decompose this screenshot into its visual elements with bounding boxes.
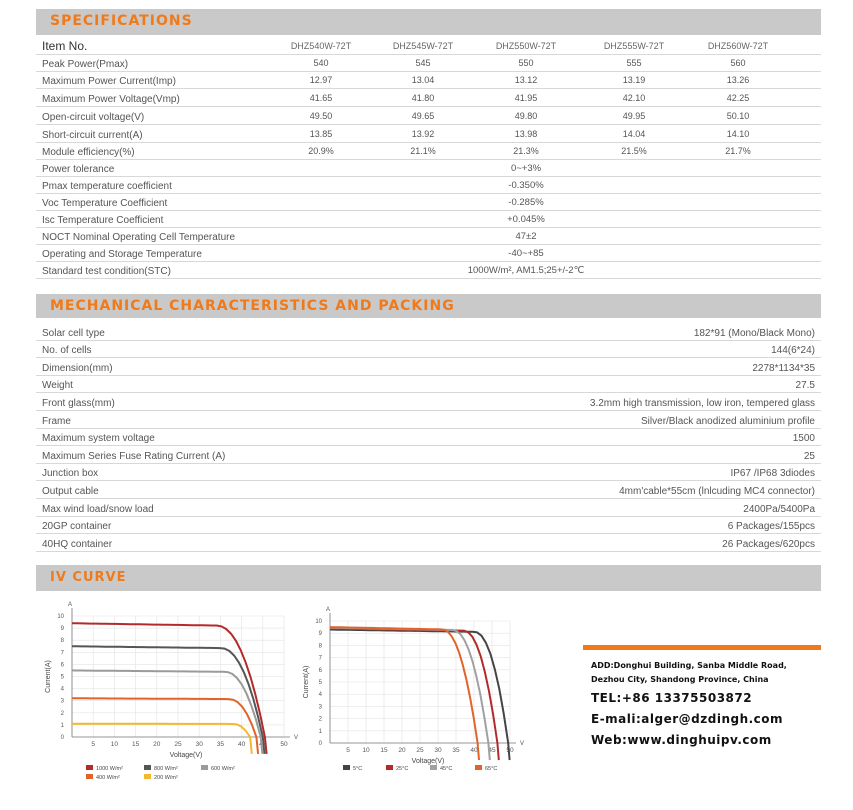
spec-row-label: Module efficiency(%) [42,147,135,158]
mechanical-row-label: No. of cells [42,345,92,357]
x-tick-label: 5 [91,741,96,748]
spec-row [36,54,821,72]
spec-row-label: Open-circuit voltage(V) [42,112,145,123]
mechanical-row [36,375,821,394]
x-tick-label: 10 [362,747,370,754]
x-tick-label: 50 [506,747,514,754]
model-header: DHZ555W-72T [603,41,665,51]
mechanical-row [36,322,821,341]
y-tick-label: 10 [57,614,64,620]
iv-curve-title: IV CURVE [50,570,127,585]
y-tick-label: 7 [318,655,322,662]
x-tick-label: 45 [488,747,496,754]
legend-swatch [430,765,437,770]
y-axis-label: Current(A) [45,660,52,693]
x-axis-label: Voltage(V) [169,752,203,759]
x-tick-label: 25 [416,747,424,754]
x-axis-label: Voltage(V) [411,758,445,765]
x-tick-label: 15 [131,741,140,748]
spec-row [36,193,821,211]
spec-row [36,124,821,143]
iv-curve-header-band [36,565,821,591]
model-header: DHZ550W-72T [495,41,557,51]
spec-value: 49.50 [309,111,333,121]
spec-value: 13.19 [622,75,646,85]
mechanical-row-value: 4mm'cable*55cm (lnlcuding MC4 connector) [619,485,815,497]
mechanical-row-value: IP67 /IP68 3diodes [730,468,815,480]
contact-accent-bar [583,645,821,650]
spec-value: 545 [415,58,431,68]
spec-value: 12.97 [309,75,333,85]
spec-value: 42.25 [726,93,750,103]
spec-row-label: Peak Power(Pmax) [42,59,129,70]
contact-email: E-mali:alger@dzdingh.com [591,712,784,726]
x-tick-label: 50 [280,741,288,748]
y-axis-symbol: A [325,607,331,613]
mechanical-row-value: 6 Packages/155pcs [727,521,815,533]
series-line [72,724,252,754]
mechanical-row-value: 2278*1134*35 [752,362,815,374]
spec-value: 550 [518,58,534,68]
x-tick-label: 40 [237,741,246,748]
y-tick-label: 8 [318,643,322,650]
model-header: DHZ545W-72T [392,41,454,51]
y-tick-label: 1 [318,728,322,735]
legend-label: 1000 W/m² [96,766,123,772]
spec-row [36,261,821,279]
x-tick-label: 10 [110,741,119,748]
y-tick-label: 5 [60,674,64,681]
x-tick-label: 35 [452,747,460,754]
mechanical-row-value: 182*91 (Mono/Black Mono) [693,327,815,339]
spec-row-label: Standard test condition(STC) [42,266,171,277]
contact-tel: TEL:+86 13375503872 [591,691,753,705]
spec-value: 13.98 [514,129,538,139]
item-no-header: Item No. [42,39,88,53]
y-tick-label: 4 [318,692,322,699]
spec-row [36,106,821,125]
series-line [72,670,262,754]
x-tick-label: 30 [434,747,442,754]
spec-common-value: -0.285% [508,197,544,208]
mechanical-row-label: 20GP container [42,521,112,533]
spec-row [36,176,821,194]
spec-value: 49.65 [411,111,435,121]
y-tick-label: 6 [60,662,64,669]
legend-label: 400 W/m² [96,775,120,781]
mechanical-row-label: Output cable [42,485,99,497]
spec-value: 560 [730,58,746,68]
y-tick-label: 3 [60,698,64,705]
y-tick-label: 1 [60,722,64,729]
spec-row [36,142,821,160]
y-tick-label: 7 [60,650,64,657]
spec-common-value: -40~+85 [508,248,544,259]
legend-swatch [475,765,482,770]
y-tick-label: 9 [60,626,64,633]
mechanical-row-value: 26 Packages/620pcs [722,538,815,550]
y-tick-label: 9 [318,631,322,638]
legend-label: 45°C [440,766,453,772]
x-tick-label: 5 [346,747,350,754]
mechanical-header-band [36,294,821,318]
mechanical-row-label: Dimension(mm) [42,362,113,374]
x-tick-label: 20 [398,747,406,754]
mechanical-row-value: 2400Pa/5400Pa [743,503,815,515]
mechanical-row-label: Junction box [42,468,99,480]
mechanical-row-label: Front glass(mm) [42,397,115,409]
spec-value: 13.12 [514,75,538,85]
spec-value: 14.04 [622,129,646,139]
spec-value: 41.95 [514,93,538,103]
legend-label: 65°C [485,766,498,772]
contact-web: Web:www.dinghuipv.com [591,733,772,747]
mechanical-row [36,498,821,517]
spec-value: 14.10 [726,129,750,139]
spec-value: 49.95 [622,111,646,121]
y-tick-label: 4 [60,686,64,693]
mechanical-row-label: Maximum system voltage [42,433,155,445]
mechanical-row [36,445,821,464]
spec-value: 13.85 [309,129,333,139]
spec-row [36,71,821,89]
legend-label: 600 W/m² [211,766,235,772]
spec-row-label: Maximum Power Current(Imp) [42,76,176,87]
mechanical-row-label: Frame [42,415,71,427]
y-tick-label: 0 [318,741,322,747]
mechanical-row [36,463,821,482]
mechanical-row-label: Max wind load/snow load [42,503,154,515]
spec-row-label: Short-circuit current(A) [42,130,143,141]
y-tick-label: 5 [318,680,322,686]
mechanical-row [36,533,821,552]
contact-address: ADD:Donghui Building, Sanba Middle Road, Dezhou City, Shandong Province, China [591,661,787,684]
spec-value: 50.10 [726,111,750,121]
spec-value: 13.92 [411,129,435,139]
spec-value: 42.10 [622,93,646,103]
spec-row [36,244,821,262]
y-tick-label: 8 [60,638,64,645]
y-tick-label: 6 [318,667,322,674]
spec-row-label: Pmax temperature coefficient [42,181,172,192]
model-header: DHZ540W-72T [290,41,352,51]
y-tick-label: 10 [315,619,322,625]
y-tick-label: 2 [60,710,64,717]
mechanical-row [36,428,821,447]
mechanical-row-label: Weight [42,380,73,392]
spec-row [36,210,821,228]
mechanical-row-value: 27.5 [795,380,815,392]
mechanical-row-value: Silver/Black anodized aluminium profile [641,415,815,427]
legend-swatch [144,765,151,770]
spec-common-value: -0.350% [508,180,544,191]
spec-row-label: Maximum Power Voltage(Vmp) [42,94,180,105]
spec-value: 41.65 [309,93,333,103]
mechanical-row [36,357,821,376]
legend-swatch [343,765,350,770]
y-tick-label: 2 [318,716,322,723]
spec-value: 555 [626,58,642,68]
x-tick-label: 25 [174,741,182,748]
mechanical-row-label: Solar cell type [42,327,105,339]
x-tick-label: 30 [195,741,203,748]
spec-row-label: NOCT Nominal Operating Cell Temperature [42,232,236,243]
spec-value: 20.9% [308,146,334,156]
x-tick-label: 45 [259,741,267,748]
x-axis-symbol: V [520,741,525,747]
irradiance-iv-chart [36,600,299,790]
legend-label: 800 W/m² [154,766,178,772]
spec-row-label: Isc Temperature Coefficient [42,215,164,226]
spec-row [36,227,821,245]
spec-row-label: Voc Temperature Coefficient [42,198,168,209]
mechanical-row [36,410,821,429]
model-header: DHZ560W-72T [707,41,769,51]
spec-value: 21.1% [410,146,436,156]
mechanical-row-value: 25 [803,450,815,462]
x-axis-symbol: V [294,735,299,741]
x-tick-label: 15 [380,747,388,754]
legend-swatch [201,765,208,770]
spec-row-label: Operating and Storage Temperature [42,249,202,260]
y-axis-symbol: A [67,602,73,608]
x-tick-label: 20 [153,741,161,748]
spec-row [36,88,821,107]
mechanical-row [36,516,821,535]
x-tick-label: 35 [216,741,225,748]
y-tick-label: 3 [318,704,322,711]
spec-value: 49.80 [514,111,538,121]
mechanical-row [36,340,821,359]
spec-common-value: 0~+3% [510,163,542,174]
spec-value: 41.80 [411,93,435,103]
legend-label: 200 W/m² [154,775,178,781]
spec-row-label: Power tolerance [42,164,115,175]
legend-swatch [86,765,93,770]
legend-swatch [86,774,93,779]
series-line [72,698,258,754]
mechanical-row-value: 144(6*24) [771,345,815,357]
spec-common-value: 1000W/m², AM1.5;25+/-2℃ [467,265,585,276]
spec-value: 540 [313,58,329,68]
spec-value: 21.7% [725,146,751,156]
y-tick-label: 0 [60,735,64,741]
mechanical-row-label: 40HQ container [42,538,113,550]
specifications-header-band [36,9,821,35]
mechanical-title: MECHANICAL CHARACTERISTICS AND PACKING [50,298,455,314]
y-axis-label: Current(A) [303,665,310,699]
mechanical-row-value: 3.2mm high transmission, low iron, tempered glass [589,397,815,409]
specifications-title: SPECIFICATIONS [50,13,193,29]
spec-row [36,159,821,177]
x-tick-label: 40 [470,747,478,754]
legend-swatch [144,774,151,779]
temperature-iv-chart [298,603,538,783]
spec-common-value: +0.045% [507,214,545,225]
legend-label: 25°C [396,766,409,772]
spec-value: 13.26 [726,75,750,85]
spec-value: 13.04 [411,75,435,85]
mechanical-row-value: 1500 [792,433,815,445]
spec-value: 21.5% [621,146,647,156]
series-line [330,627,479,760]
legend-swatch [386,765,393,770]
spec-header-row [36,37,821,55]
mechanical-row-label: Maximum Series Fuse Rating Current (A) [42,450,226,462]
mechanical-row [36,392,821,411]
spec-common-value: 47±2 [515,231,537,242]
spec-value: 21.3% [513,146,539,156]
legend-label: 5°C [353,766,363,772]
mechanical-row [36,480,821,499]
